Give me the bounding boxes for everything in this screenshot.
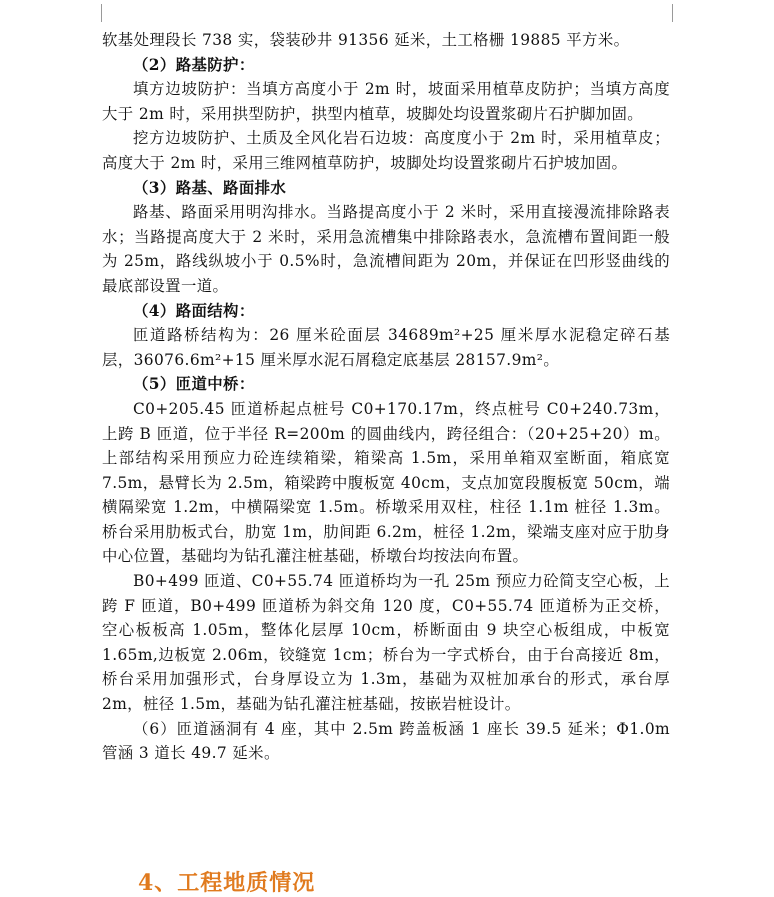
paragraph: 挖方边坡防护、土质及全风化岩石边坡：高度度小于 2m 时，采用植草皮；高度大于 2m 时，采用三维网植草防护，坡脚处均设置浆砌片石护坡加固。	[102, 129, 670, 172]
paragraph: （6）匝道涵洞有 4 座，其中 2.5m 跨盖板涵 1 座长 39.5 延米；Φ1.0m 管涵 3 道长 49.7 延米。	[102, 719, 670, 763]
section-heading-pavement-structure: （4）路面结构：	[133, 301, 255, 320]
paragraph: B0+499 匝道、C0+55.74 匝道桥均为一孔 25m 预应力砼简支空心板，上跨 F 匝道，B0+499 匝道桥为斜交角 120 度，C0+55.74 匝道桥为正交桥，空心板板高 1.05m，整体化层厚 10cm，桥断面由 9 块空心板组成，中板宽 1.65m,边板宽 2.06m，铰缝宽 1cm；桥台为一字式桥台，由于台高接近 8m，桥台采用加强形式，台身厚设立为 1.3m，基础为双桩加承台的形式，承台厚 2m，桩径 1.5m，基础为钻孔灌注桩基础，按嵌岩桩设计。	[102, 572, 670, 714]
right-crop-mark	[672, 4, 673, 22]
paragraph: 路基、路面采用明沟排水。当路提高度小于 2 米时，采用直接漫流排除路表水；当路提高度大于 2 米时，采用急流槽集中排除路表水，急流槽布置间距一般为 25m，路线纵坡小于 0.5%时，急流槽间距为 20m，并保证在凹形竖曲线的最底部设置一道。	[102, 203, 670, 295]
paragraph: 填方边坡防护：当填方高度小于 2m 时，坡面采用植草皮防护；当填方高度大于 2m 时，采用拱型防护，拱型内植草，坡脚处均设置浆砌片石护脚加固。	[102, 80, 670, 123]
paragraph: C0+205.45 匝道桥起点桩号 C0+170.17m，终点桩号 C0+240.73m，上跨 B 匝道，位于半径 R=200m 的圆曲线内，跨径组合：（20+25+20）m。上部结构采用预应力砼连续箱梁，箱梁高 1.5m，采用单箱双室断面，箱底宽 7.5m，悬臂长为 2.5m，箱梁跨中腹板宽 40cm，支点加宽段腹板宽 50cm，端横隔梁宽 1.2m，中横隔梁宽 1.5m。桥墩采用双柱，柱径 1.1m 桩径 1.3m。桥台采用肋板式台，肋宽 1m，肋间距 6.2m，桩径 1.2m，梁端支座对应于肋身中心位置，基础均为钻孔灌注桩基础，桥墩台均按法向布置。	[102, 399, 670, 566]
section-heading-subgrade-protection: （2）路基防护：	[133, 55, 255, 74]
paragraph: 匝道路桥结构为：26 厘米砼面层 34689m²+25 厘米厚水泥稳定碎石基层，36076.6m²+15 厘米厚水泥石屑稳定底基层 28157.9m²。	[102, 326, 670, 369]
section-heading-ramp-bridge: （5）匝道中桥：	[133, 375, 255, 394]
document-body	[102, 28, 670, 766]
paragraph: 软基处理段长 738 实，袋装砂井 91356 延米，土工格栅 19885 平方米。	[102, 31, 630, 49]
left-crop-mark	[101, 4, 102, 22]
section-heading-drainage: （3）路基、路面排水	[133, 178, 287, 197]
next-section-heading: 4、工程地质情况	[138, 870, 316, 896]
